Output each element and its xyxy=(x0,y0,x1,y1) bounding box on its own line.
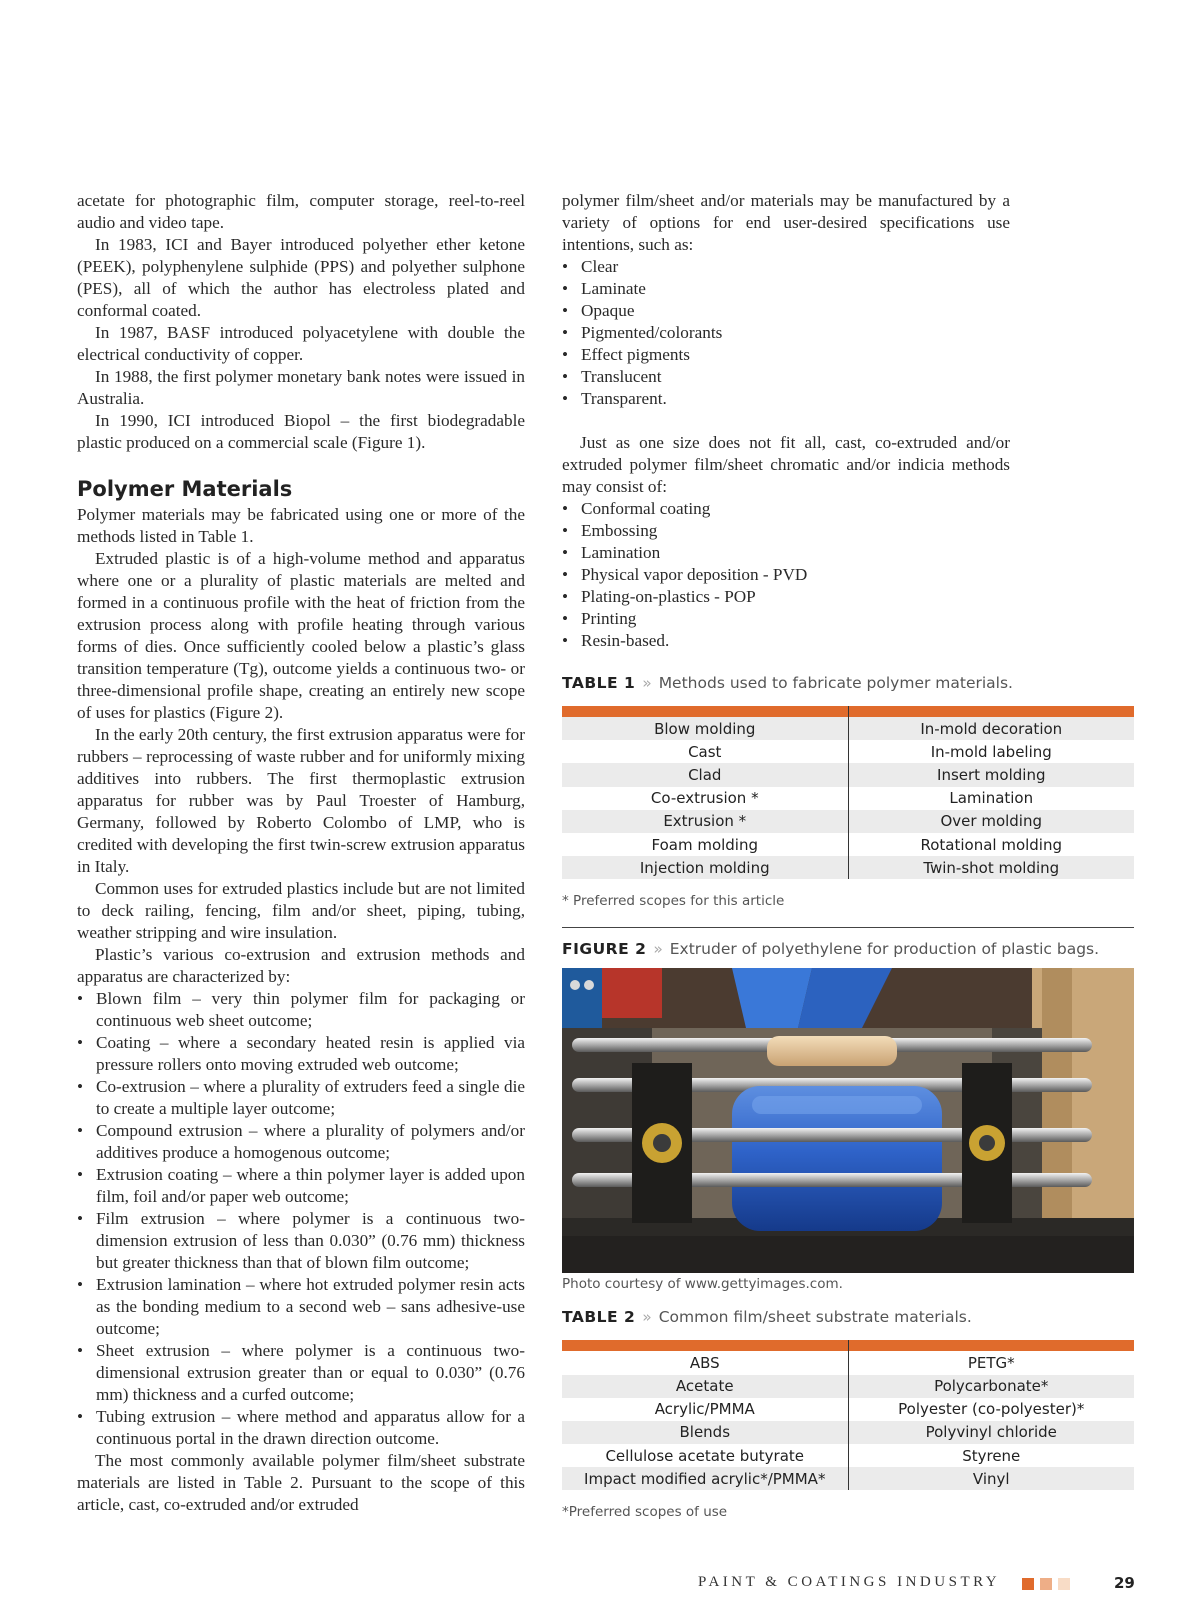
body-paragraph: Just as one size does not fit all, cast, co-extruded and/or extruded polymer film/sheet chromatic and/or indicia methods may consist of: xyxy=(562,433,1010,496)
table-row xyxy=(562,763,1134,786)
square-icon xyxy=(1022,1578,1034,1590)
list-item: • Transparent. xyxy=(562,388,1010,410)
square-icon xyxy=(1058,1578,1070,1590)
table-cell: Lamination xyxy=(949,789,1034,808)
table-cell: In-mold decoration xyxy=(848,717,1134,740)
table2-label: TABLE 2 xyxy=(562,1308,636,1327)
indicia-list xyxy=(562,498,1010,652)
body-paragraph: The most commonly available polymer film/sheet substrate materials are listed in Table 2. Pursuant to the scope of this article, cast, co-extruded and/or extruded xyxy=(77,1451,525,1514)
list-item: • Coating – where a secondary heated resin is applied via pressure rollers onto moving extruded web outcome; xyxy=(77,1032,525,1076)
list-item: • Lamination xyxy=(562,542,1010,564)
body-paragraph: polymer film/sheet and/or materials may be manufactured by a variety of options for end user-desired specifications use intentions, such as: xyxy=(562,191,1010,254)
table-row xyxy=(562,1467,1134,1490)
square-icon xyxy=(1040,1578,1052,1590)
chevron-icon: » xyxy=(642,674,652,692)
extruder-photo xyxy=(562,968,1134,1273)
table-cell: Over molding xyxy=(848,810,1134,833)
table1 xyxy=(562,706,1134,879)
table-row xyxy=(562,787,1134,810)
list-item: • Opaque xyxy=(562,300,1010,322)
list-item: • Plating-on-plastics - POP xyxy=(562,586,1010,608)
list-item: • Effect pigments xyxy=(562,344,1010,366)
list-item: • Extrusion lamination – where hot extruded polymer resin acts as the bonding medium to a second web – sans adhesive-use outcome; xyxy=(77,1274,525,1340)
figure2-caption-text: Extruder of polyethylene for production of plastic bags. xyxy=(669,940,1100,959)
list-item: • Compound extrusion – where a plurality of polymers and/or additives produce a homogenous outcome; xyxy=(77,1120,525,1164)
list-item: • Blown film – very thin polymer film for packaging or continuous web sheet outcome; xyxy=(77,988,525,1032)
table-cell: Cellulose acetate butyrate xyxy=(562,1444,848,1467)
left-column xyxy=(77,190,525,1516)
list-item: • Clear xyxy=(562,256,1010,278)
intro-paragraph: In 1990, ICI introduced Biopol – the first biodegradable plastic produced on a commercial scale (Figure 1). xyxy=(77,411,525,452)
table-cell: Foam molding xyxy=(562,833,848,856)
table-row xyxy=(562,1398,1134,1421)
section-heading: Polymer Materials xyxy=(77,477,293,501)
page-number: 29 xyxy=(1114,1574,1135,1592)
list-item: • Laminate xyxy=(562,278,1010,300)
table-cell: Polyvinyl chloride xyxy=(848,1421,1134,1444)
chevron-icon: » xyxy=(642,1308,652,1327)
table-row xyxy=(562,810,1134,833)
table-cell: Styrene xyxy=(962,1446,1021,1465)
table-cell: Clad xyxy=(562,763,848,786)
table-row xyxy=(562,856,1134,879)
table-cell: Acetate xyxy=(562,1375,848,1398)
body-paragraph: Plastic’s various co-extrusion and extrusion methods and apparatus are characterized by: xyxy=(77,945,525,986)
divider xyxy=(562,927,1134,928)
table2-note: *Preferred scopes of use xyxy=(562,1504,728,1521)
table-cell: Impact modified acrylic*/PMMA* xyxy=(562,1467,848,1490)
table-row xyxy=(562,1351,1134,1374)
chevron-icon: » xyxy=(653,940,663,959)
table-header-bar xyxy=(562,1340,1134,1351)
table1-label: TABLE 1 xyxy=(562,674,636,692)
table-cell: Polyester (co-polyester)* xyxy=(898,1400,1085,1419)
table1-note: * Preferred scopes for this article xyxy=(562,893,785,910)
list-item: • Resin-based. xyxy=(562,630,1010,652)
intro-paragraph: acetate for photographic film, computer storage, reel-to-reel audio and video tape. xyxy=(77,191,525,232)
table-cell: Extrusion * xyxy=(562,810,848,833)
list-item: • Translucent xyxy=(562,366,1010,388)
list-item: • Embossing xyxy=(562,520,1010,542)
page-footer xyxy=(698,1574,1134,1594)
list-item: • Tubing extrusion – where method and apparatus allow for a continuous portal in the drawn direction outcome. xyxy=(77,1406,525,1450)
list-item: • Physical vapor deposition - PVD xyxy=(562,564,1010,586)
table-cell: Blends xyxy=(562,1421,848,1444)
list-item: • Pigmented/colorants xyxy=(562,322,1010,344)
table-cell: Rotational molding xyxy=(920,835,1063,854)
table-row xyxy=(562,833,1134,856)
table-cell: Acrylic/PMMA xyxy=(562,1398,848,1421)
table-row xyxy=(562,740,1134,763)
table-cell: PETG* xyxy=(967,1353,1015,1372)
table-cell: Cast xyxy=(562,740,848,763)
table-row xyxy=(562,717,1134,740)
table-cell: Vinyl xyxy=(848,1467,1134,1490)
extrusion-methods-list xyxy=(77,988,525,1450)
table-cell: Co-extrusion * xyxy=(562,787,848,810)
table2-caption xyxy=(562,1308,1134,1326)
list-item: • Co-extrusion – where a plurality of extruders feed a single die to create a multiple layer outcome; xyxy=(77,1076,525,1120)
intro-paragraph: In 1983, ICI and Bayer introduced polyether ether ketone (PEEK), polyphenylene sulphide (PPS) and polyether sulphone (PES), all of which the author has electroless plated and conformal coated. xyxy=(77,235,525,320)
table-cell: Twin-shot molding xyxy=(848,856,1134,879)
body-paragraph: Extruded plastic is of a high-volume method and apparatus where one or a plurality of plastic materials are melted and formed in a continuous profile with the heat of friction from the extrusion process along with profile heating through various forms of dies. Once sufficiently cooled below a plastic’s glass transition temperature (Tg), outcome yields a continuous two- or three-dimensional profile shape, creating an entirely new scope of uses for plastics (Figure 2). xyxy=(77,549,525,722)
table1-caption xyxy=(562,674,1134,692)
table-cell: Blow molding xyxy=(562,717,848,740)
list-item: • Conformal coating xyxy=(562,498,1010,520)
table-cell: In-mold labeling xyxy=(930,742,1052,761)
right-column xyxy=(562,190,1134,1520)
table-cell: ABS xyxy=(562,1351,848,1374)
table-row xyxy=(562,1444,1134,1467)
list-item: • Extrusion coating – where a thin polymer layer is added upon film, foil and/or paper web outcome; xyxy=(77,1164,525,1208)
intro-paragraph: In 1987, BASF introduced polyacetylene with double the electrical conductivity of copper. xyxy=(77,323,525,364)
figure2-label: FIGURE 2 xyxy=(562,940,647,959)
list-item: • Film extrusion – where polymer is a continuous two-dimension extrusion of less than 0.030” (0.76 mm) thickness but greater thickness than that of blown film outcome; xyxy=(77,1208,525,1274)
table-row xyxy=(562,1421,1134,1444)
list-item: • Printing xyxy=(562,608,1010,630)
magazine-name: PAINT & COATINGS INDUSTRY xyxy=(698,1574,1001,1590)
table2 xyxy=(562,1340,1134,1490)
table-row xyxy=(562,1375,1134,1398)
body-paragraph: Common uses for extruded plastics include but are not limited to deck railing, fencing, film and/or sheet, piping, tubing, weather stripping and wire insulation. xyxy=(77,879,525,942)
photo-credit: Photo courtesy of www.gettyimages.com. xyxy=(562,1276,843,1293)
table2-caption-text: Common film/sheet substrate materials. xyxy=(658,1308,972,1327)
options-list xyxy=(562,256,1010,410)
intro-paragraph: In 1988, the first polymer monetary bank notes were issued in Australia. xyxy=(77,367,525,408)
figure2-caption xyxy=(562,940,1134,958)
list-item: • Sheet extrusion – where polymer is a continuous two-dimensional extrusion greater than or equal to 0.030” (0.76 mm) thickness and a curfed outcome; xyxy=(77,1340,525,1406)
table1-caption-text: Methods used to fabricate polymer materials. xyxy=(658,674,1013,692)
table-cell: Injection molding xyxy=(562,856,848,879)
body-paragraph: Polymer materials may be fabricated using one or more of the methods listed in Table 1. xyxy=(77,505,525,546)
table-header-bar xyxy=(562,706,1134,717)
table-cell: Insert molding xyxy=(848,763,1134,786)
table-cell: Polycarbonate* xyxy=(848,1375,1134,1398)
body-paragraph: In the early 20th century, the first extrusion apparatus were for rubbers – reprocessing of waste rubber and for uniformly mixing additives into rubbers. The first thermoplastic extrusion apparatus for rubber was by Paul Troester of Hamburg, Germany, followed by Roberto Colombo of LMP, who is credited with developing the first twin-screw extrusion apparatus in Italy. xyxy=(77,725,525,876)
